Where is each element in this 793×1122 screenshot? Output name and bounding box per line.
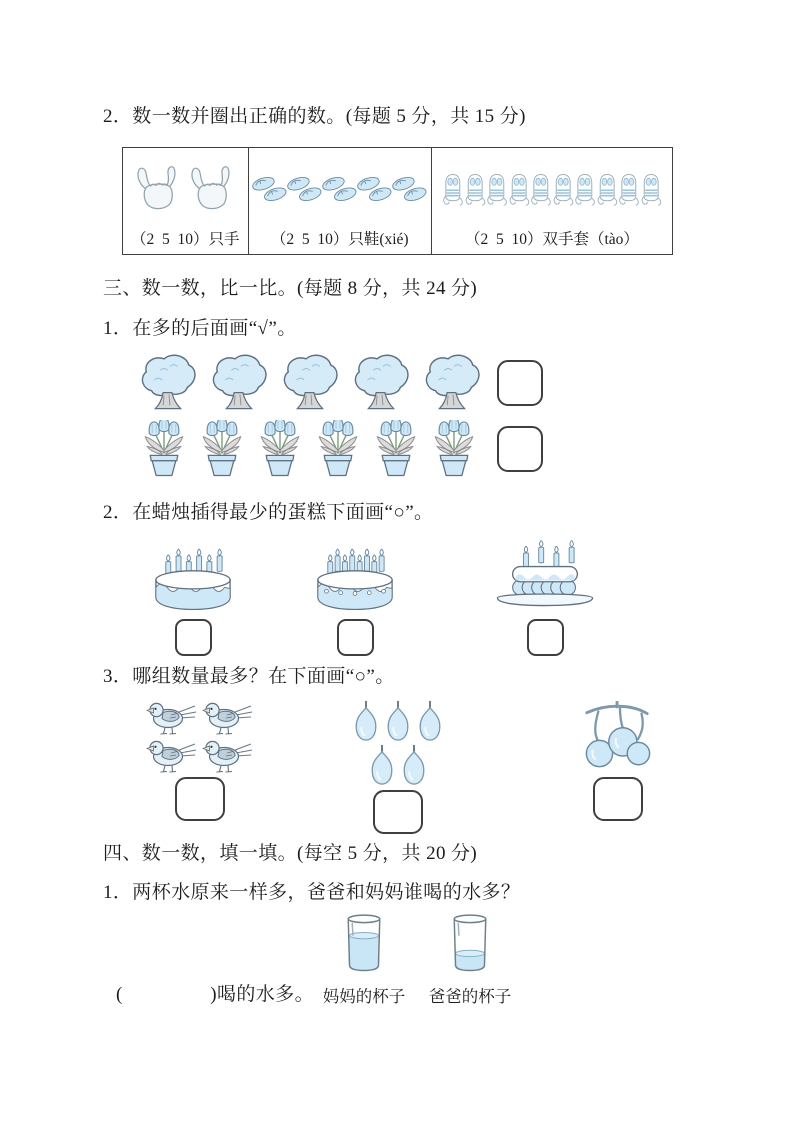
pears-group (348, 699, 448, 834)
section-4-heading: 四、数一数，填一填。(每空 5 分，共 20 分) (103, 843, 478, 864)
cherries-group (572, 699, 664, 821)
mom-cup-column (318, 911, 410, 1007)
flowerpot-icon (312, 420, 364, 477)
pear-icon (383, 699, 413, 742)
flowerpots-row (138, 420, 480, 477)
flowerpot-icon (370, 420, 422, 477)
hands-image (123, 148, 248, 231)
hand-icon (132, 163, 184, 215)
bird-icon (202, 700, 254, 735)
cup-icon (341, 911, 387, 976)
glove-pair-icon (530, 172, 574, 207)
shoes-caption[interactable]: （2 5 10）只鞋(xié) (270, 230, 409, 248)
cherries-icon (575, 701, 661, 773)
count-circle-table (122, 147, 673, 255)
hands-caption[interactable]: （2 5 10）只手 (131, 230, 240, 248)
bird-icon (146, 738, 198, 773)
pear-icon (351, 699, 381, 742)
bird-icon (202, 738, 254, 773)
cake-icon (484, 538, 606, 616)
tree-icon (350, 353, 412, 411)
cherries-image (575, 699, 661, 773)
cake-2-image (299, 536, 411, 616)
bird-icon (146, 700, 198, 735)
s3-q2-text: 2．在蜡烛插得最少的蛋糕下面画“○”。 (103, 502, 434, 523)
cup-icon (447, 911, 493, 976)
mom-cup-image (341, 911, 387, 981)
answer-box-cherries[interactable] (593, 777, 643, 821)
s3-q1-text: 1．在多的后面画“√”。 (103, 318, 297, 339)
table-cell-shoes (248, 148, 431, 254)
dad-cup-label: 爸爸的杯子 (428, 987, 512, 1006)
hand-icon (186, 163, 238, 215)
glove-pair-icon (442, 172, 486, 207)
shoe-pair-icon (389, 174, 431, 204)
pears-image (350, 699, 446, 786)
answer-box-birds[interactable] (175, 777, 225, 821)
glove-pair-icon (574, 172, 618, 207)
s3-q3-text: 3．哪组数量最多？在下面画“○”。 (103, 666, 395, 687)
gloves-image (432, 148, 672, 231)
birds-group (145, 699, 255, 821)
flowerpot-icon (138, 420, 190, 477)
tree-icon (421, 353, 483, 411)
question-2-heading: 2．数一数并圈出正确的数。(每题 5 分，共 15 分) (103, 106, 526, 127)
pear-icon (399, 743, 429, 786)
s4-answer-line[interactable]: ( )喝的水多。 (116, 984, 315, 1005)
table-cell-gloves (431, 148, 672, 254)
flowerpot-icon (428, 420, 480, 477)
glove-pair-icon (618, 172, 662, 207)
tree-icon (208, 353, 270, 411)
cake-3-column (480, 536, 610, 656)
s4-q1-text: 1．两杯水原来一样多，爸爸和妈妈谁喝的水多？ (103, 882, 521, 903)
birds-image (146, 699, 254, 773)
gloves-caption[interactable]: （2 5 10）双手套（tào） (464, 230, 639, 248)
answer-box-pears[interactable] (373, 790, 423, 834)
answer-box-trees[interactable] (497, 360, 543, 406)
mom-cup-label: 妈妈的杯子 (322, 987, 406, 1006)
tree-icon (279, 353, 341, 411)
answer-box-cake-2[interactable] (337, 619, 374, 656)
flowerpot-icon (196, 420, 248, 477)
pear-icon (415, 699, 445, 742)
section-3-heading: 三、数一数，比一比。(每题 8 分，共 24 分) (103, 278, 478, 299)
dad-cup-column (424, 911, 516, 1007)
shoes-image (249, 148, 431, 231)
cake-1-column (136, 536, 250, 656)
trees-row (137, 353, 483, 411)
table-cell-hands (123, 148, 248, 254)
tree-icon (137, 353, 199, 411)
cake-icon (137, 538, 249, 616)
flowerpot-icon (254, 420, 306, 477)
answer-box-flowerpots[interactable] (497, 426, 543, 472)
cake-icon (299, 538, 411, 616)
cake-1-image (137, 536, 249, 616)
glove-pair-icon (486, 172, 530, 207)
dad-cup-image (447, 911, 493, 981)
pear-icon (367, 743, 397, 786)
cake-2-column (298, 536, 412, 656)
answer-box-cake-1[interactable] (175, 619, 212, 656)
answer-box-cake-3[interactable] (527, 619, 564, 656)
cake-3-image (484, 536, 606, 616)
